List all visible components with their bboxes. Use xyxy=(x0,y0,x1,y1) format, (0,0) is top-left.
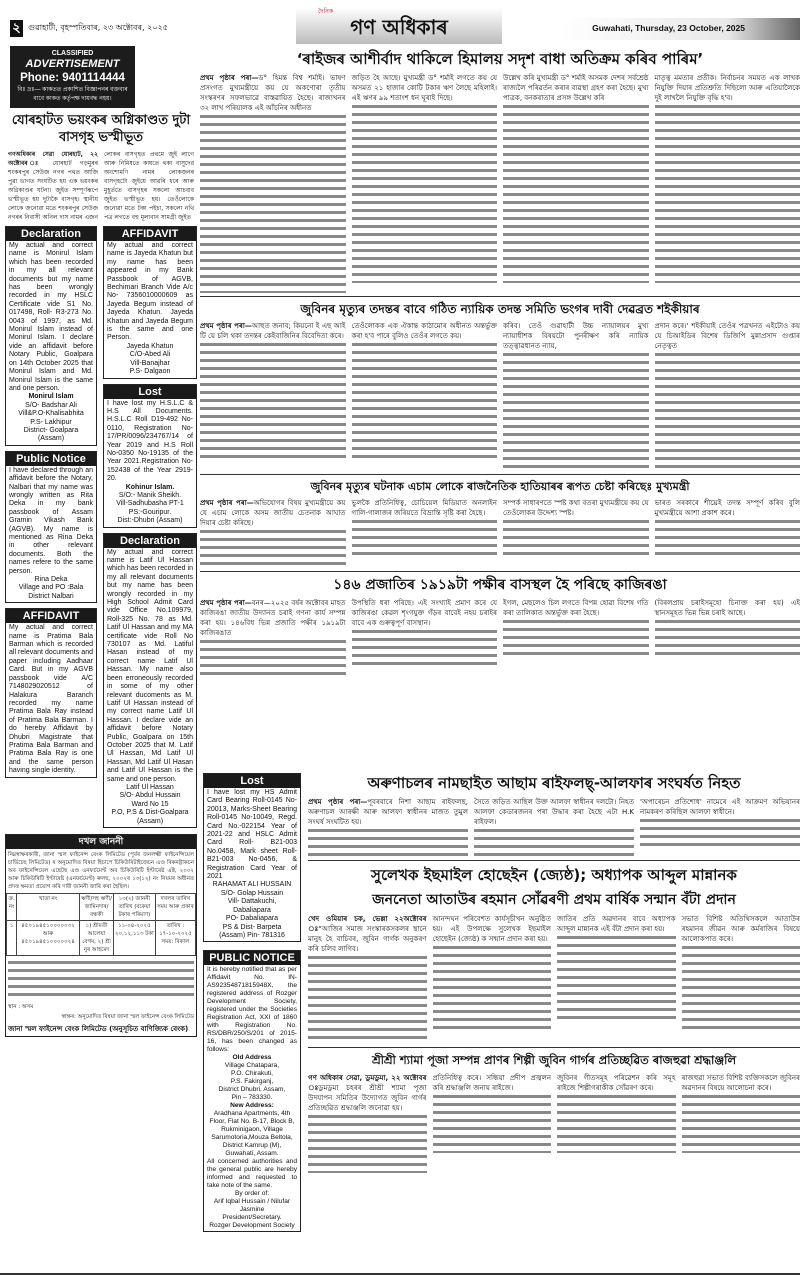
story7-headline: শ্ৰীশ্ৰী শ্যামা পূজা সম্পন্ন প্ৰাণৰ শিল্পী জুবিন গাৰ্গৰ প্ৰতিচ্ছৱিত ৰাজহুৱা শ্ৰদ্ধাঞ্জলি xyxy=(371,1053,737,1067)
story5-headline: অৰুণাচলৰ নামছাইত আছাম ৰাইফলছ্‌-আলফাৰ সংঘৰ্ষত নিহত xyxy=(367,774,741,792)
classified-label: CLASSIFIED xyxy=(51,50,94,57)
page-number: ২ xyxy=(10,20,23,37)
possession-table: ক্ৰ. নং খাতা নং ঋণী/সহ ঋণী/জামিনদাৰ/ বন্ধকী ১৩(২) জাননী তাৰিখ (বকেয়া টকাৰ পৰিমাণ) দখলৰ তাৰিখ সময় আৰু প্ৰকাৰ ১ ৪৫০১৯৪৫১০০০০০৩২ আৰু ৪৫০১৯৪৫১০০০০০২৪ ১) শ্ৰীমতী আলেয়া বেগম, ২) শ্ৰী নুৰ আহমেদ ১১-০৪-২০২৫ ২০,১২,১১৩ টকা তাৰিখ : ১৭-১০-২০২৫ সময়: বিকাল xyxy=(6,893,196,956)
possession-notice xyxy=(5,834,197,1037)
story2-body: প্ৰথম পৃষ্ঠাৰ পৰা—আহুত জনাব; কিয়নো ই এছ আই টি য়ে চলি থকা তদন্তৰ কেইবাজিনিৰ বিবেদিতা কৰে। তেওঁলোকক এক ঐকান্ত কাঠামোৰ অধীনত অন্তৰ্ভুক্ত কৰা হ'ব পাৰে বুলিও তেওঁৰ লগতে কয়। কৰিব। তেওঁ গুৱাহাটী উচ্চ ন্যায়ালয়ৰ মুখ্য ন্যায়াধীশক বিষয়টো পুনৰীক্ষণ কৰি ন্যায়িক তত্ত্বাৱধানত ন্যায়, প্ৰদান কৰে।' শইকীয়াই তেওঁৰ পত্ৰখনত এইটোও কয় যে চিআইডিৰ বিশেষ ডিজিপি মুন্নাপ্ৰসাদ গুপ্তাৰ নেতৃত্বত xyxy=(200,321,800,471)
jorhat-body: গণঅধিকাৰ সেৱা যোৰহাট, ২২ অক্টোবৰ ঃ যোৰহাট গড়মুৰৰ শংকৰপুৰ সেউজ নগৰ পথত আজি পুৱা ভাগত সংঘটিত হয় এক ভয়ংকৰ অগ্নিকাণ্ডৰ ঘটনা। জুইত সম্পূৰ্ণৰূপে ভস্মীভূত হয় দুটাকৈ বাসগৃহ। স্থানীয় লোকে জনোৱা মতে শংকৰপুৰ সেউজ নগৰৰ নিবাসী অনিল দাস নামৰ এজন লোকৰ বাসগৃহত প্ৰথমে জুই লাগে আৰু নিমিষতে কাষতে থকা বাসুদেৱ অংশোমণি নামৰ লোকজনৰ বাসগৃহটো জুইয়ে আৱৰি ধৰে আৰু মুহূৰ্ততে বাসগৃহৰ সকলো আচবাব জুইত ভস্মীভূত হয়। তেওঁলোকে জনোৱা মতে টকা পইচা, সকলো নথি পত্ৰ লগতে বহু মূল্যবান সামগ্ৰী জুইত xyxy=(8,151,194,221)
story7-body: গণ অধিকাৰ সেৱা, ডুমডুমা, ২২ অক্টোবৰ ঃডুমডুমা চহৰৰ শ্ৰীশ্ৰী শ্যামা পূজা উদযাপন সমিতিৰ উদ্যোগত জুবিন গাৰ্গৰ প্ৰতিচ্ছৱিত শ্ৰদ্ধাঞ্জলি জনোৱা হয়। প্ৰতিনিধিত্ব কৰে। সন্ধিয়া প্ৰদীপ প্ৰজ্বলন কৰি শ্ৰদ্ধাঞ্জলি জনায় ৰাইজে। জুবিনৰ গীতসমূহ পৰিৱেশন কৰি সমূহ ৰাইজে শিল্পীগৰাকীক সোঁৱৰণ কৰে। ৰাজহুৱা সভাত বিশিষ্ট ব্যক্তিসকলে জুবিনৰ অৱদানৰ বিষয়ে আলোচনা কৰে। xyxy=(308,1073,800,1173)
possession-sign: স্বাক্ষৰ: অনুমোদিত বিষয়া জানা স্মল ফাইনেন্স বেংক লিমিটেড xyxy=(61,1014,194,1020)
date-english: Guwahati, Thursday, 23 October, 2025 xyxy=(592,23,745,33)
story6-headline-2: জননেতা আতাউৰ ৰহমান সোঁৱৰণী প্ৰথম বাৰ্ষিক সন্মান বঁটা প্ৰদান xyxy=(372,892,736,908)
possession-title: দখল জাননী xyxy=(6,835,196,849)
jorhat-headline: যোৰহাটত ভয়ংকৰ অগ্নিকাণ্ডত দুটা বাসগৃহ ভস্মীভূত xyxy=(11,113,191,145)
classified-phone: Phone: 9401114444 xyxy=(20,72,125,84)
story4-headline: ১৪৬ প্ৰজাতিৰ ১৯১৯টা পক্ষীৰ বাসস্থল হৈ পৰিছে কাজিৰঙা xyxy=(333,577,667,593)
logo-small: দৈনিক xyxy=(318,8,334,15)
story6-headline-1: সুলেখক ইছমাইল হোছেইন (জ্যেষ্ঠ); অধ্যাপক আব্দুল মান্নানক xyxy=(371,866,737,884)
story2-headline: জুবিনৰ মৃত্যুৰ তদন্তৰ বাবে গঠিত ন্যায়িক তদন্ত সমিতি ভংগৰ দাবী দেৱব্ৰত শইকীয়াৰ xyxy=(300,302,700,316)
left-column xyxy=(5,46,197,1037)
story4-body: প্ৰথম পৃষ্ঠাৰ পৰা—বনৰ—২০২৫ বৰ্ষৰ অক্টোবৰ মাহত কাজিৰঙা জাতীয় উদ্যানত চৰাই গণনা কাৰ্য সম্পন্ন কৰা হয়। ১৪৬বিধ ভিন্ন প্ৰজাতি পক্ষীৰ ১৯১৯টা কাজিৰঙাত উপস্থিতি ধৰা পৰিছে। এই সংখ্যাই প্ৰমাণ কৰে যে কাজিৰঙা কেৱল শৃংগযুক্ত গঁড়ৰ বাবেই নহয় চৰাইৰ বাবে এক গুৰুত্বপূৰ্ণ বাসস্থান। ইগল, মেছলেও চিল লগতে বিপন্ন হোৱা বিশেষ গতি কৰা তালিকাত অন্তৰ্ভুক্ত কৰা হৈছে। (বিৰলপ্ৰায় চৰাইসমূহো চিনাক্ত কৰা হয়) এই স্থানসমূহত ভিন্ন ভিন্ন চৰাই আছে। xyxy=(200,598,800,678)
possession-footer: জানা স্মল ফাইনেন্স বেংক লিমিটেড (অনুসূচিত বাণিজ্যিক বেংক) xyxy=(8,1025,189,1033)
disclaimer: বিঃ দ্ৰঃ— কাকতত প্ৰকাশিত বিজ্ঞাপনৰ বক্তব্যৰ বাবে কাকত কৰ্তৃপক্ষ দায়বদ্ধ নহয়। xyxy=(17,87,128,102)
story3-body: প্ৰথম পৃষ্ঠাৰ পৰা—অভিযোগৰ বিষয় মুখ্যমন্ত্ৰীয়ে কয় যে এচাম লোকে অসম জাতীয় চেতনাক আঘাত দিয়াৰ চেষ্টা কৰিছে। ভুলকৈ প্ৰতিনিধিত্ব, চোচিয়েল মিডিয়াত অনলাইন গালি-গালাজৰ জৰিয়তে বিভ্ৰান্তি সৃষ্টি কৰা হৈছে। সম্পৰ্ক সাধাৰণতে স্পষ্ট কথা বতৰা মুখ্যমন্ত্ৰীয়ে কয় যে তেওঁলোকৰ উদ্দেশ্য স্পষ্ট। ভাৰত সৰকাৰে শীঘ্ৰেই তদন্ত সম্পূৰ্ণ কৰিব বুলি মুখ্যমন্ত্ৰীয়ে আশা প্ৰকাশ কৰে। xyxy=(200,498,800,568)
advertisement-label: ADVERTISEMENT xyxy=(25,58,120,70)
story5-body: প্ৰথম পৃষ্ঠাৰ পৰা—পূবৰবাৰে নিশা আছাম ৰাইফলছ, অৰুণাচল আৰক্ষী আৰু আলফা স্বাধীনৰ মাজত তুমুল সংঘৰ্ষ সংঘটিত হয়। সৈতে জড়িত আছিল উক্ত আলফা স্বাধীনৰ দলটো। নিহত আলফা কেডাৰজনৰ পৰা উদ্ধাৰ কৰা হৈছে এটা H.K ৰাইফল। 'অপাৰেচন প্ৰতিশোধ' নামেৰে এই আক্ৰমণ অভিযানৰ নামকৰণ কৰিছিল আলফা স্বাধীনে। xyxy=(308,797,800,857)
affidavit-ad-jayeda: AFFIDAVIT My actual and correct name is Jayeda Khatun but my name has been appeared in my Bank Passbook of AGVB, Bechimari Branch Vide A/c No- 7356010000609 as Jayeda Begum instead of Jayeda Khatun. Jayeda Khatun and Jayeda Begum is the same and one Person. Jayeda Khatun C/O-Abed Ali Vill-Banajhar P.S- Dalgaon xyxy=(103,226,197,379)
ads-column-b xyxy=(103,226,197,828)
date-english-band xyxy=(560,18,800,40)
affidavit-ad-pratima: AFFIDAVIT My actual and correct name is Pratima Bala Barman which is recorded all relevant documents and paper including Aadhaar Card. But in my AGVB passbook vide A/C 7148029020512 of Halakura Baranch recorded my name Pratima Bala Ray instead of Pratima Bala Barman. I do hereby Affidavit by Dhubri Magistrate that Pratima Bala Barman and Pratima Bala Ray is one and the same person having single identity. xyxy=(5,608,97,777)
declaration-ad-monirul: Declaration My actual and correct name is Monirul Islam which has been recorded in my all relevant documents but my name has been wrongly recorded in my HSLC Certificate vide S1 No. 017498, Roll- R3-273 No. 0043 of 1997, as Md. Monirul Islam instead of Monirul Islam. I declare vide an affidavit before Notary Public, Goalpara on 14th October 2025 that Monirul Islam and Md. Monirul Islam is the same and one person. Monirul Islam S/O- Badshar Ali Vill&P.O-Khalisabhita P.S- Lakhipur District- Goalpara (Assam) xyxy=(5,226,97,446)
possession-place: স্থান : অসম xyxy=(8,1004,34,1010)
main-upper xyxy=(200,48,800,678)
masthead-logo xyxy=(296,8,502,44)
public-notice-rozger: PUBLIC NOTICE It is hereby notified that as per Affidavit No. IN-AS92354871815948X, the registered address of Rozger Development Society, registered under the Societies Registration Act, XXI of 1860 with Registration No. RS/DBR/250/S/201 of 2015-16, has been changed as follows: Old Address Village Chatapara, P.O. Chirakuti, P.S. Fakirganj, District Dhubri, Assam, Pin – 783330. New Address: Aradhana Apartments, 4th Floor, Flat No. B-17, Block B, Rukminigaon, Village Sarumotoria,Mouza Beltola, District Kamrup (M), Guwahati, Assam. All concerned authorities and the general public are hereby informed and requested to take note of the same. By order of: Arif Iqbal Hussain / Nilufar Jasmine President/Secretary. Rozger Development Society xyxy=(203,950,301,1232)
logo-text: গণ অধিকাৰ xyxy=(350,15,448,39)
ads-column-a xyxy=(5,226,97,778)
story6-body: খেদ ওমিয়াৰ চক, ভেল্লা ২২অক্টোবৰ ঃ“আজিৰ সমাজ সংস্কাৰকসকলৰ স্থানে মানুহ হৈ বাচিবৰ, জুবিন গাৰ্গক অনুকৰণ কৰি চলিব লাগিব। আনন্দঘন পৰিবেশত কাৰ্যসূচীখন অনুষ্ঠিত হয়। এই উপলক্ষে সুলেখক ইছমাইল হোছেইন (জ্যেষ্ঠ) ক সন্মান প্ৰদান কৰা হয়। জাতিৰ প্ৰতি অৱদানৰ বাবে অধ্যাপক আব্দুল মান্নানক এই বঁটা প্ৰদান কৰা হয়। সভাত বিশিষ্ট অতিথিসকলে আতাউৰ ৰহমানৰ জীৱন আৰু কৰ্মৰাজিৰ বিষয়ে আলোকপাত কৰে। xyxy=(308,914,800,1044)
main-lower xyxy=(308,772,800,1173)
lost-ad-rahamat: Lost I have lost my HS Admit Card Bearing Roll-0145 No-20013, Marks-Sheet Bearing Roll-0145 No-10049, Regd. Card No.-022154 Year of 2021-22 and HSLC Admit Card Roll- B21-003 No.0458, Mark sheet Roll-B21-003 No-0456, & Registration Card Year of 2021 RAHAMAT ALI HUSSAIN S/O- Golap Hussain Vill- Dattakuchi, Dabaliapara PO- Dabaliapara PS & Dist- Barpeta (Assam) Pin- 781316 xyxy=(203,773,301,942)
ads-column-c xyxy=(203,773,301,1232)
story1-body: প্ৰথম পৃষ্ঠাৰ পৰা—ড° হিমন্ত বিশ্ব শৰ্মাই। ভাষণ প্ৰসংগত মুখ্যমন্ত্ৰীয়ে কয় যে অকণোৰা তৃতীয় সংস্কৰণৰ সফলভাৱে বাস্তৱায়িত হৈছে। ৰাজ্যখনৰ ৩২ লাখ পৰিয়ালক এই আঁচনিৰ অধীনত জড়িত হৈ আছে। মুখ্যমন্ত্ৰী ড° শৰ্মাই লগতে কয় যে অসমত ২১ হাজাৰ কোটি টকাৰ ঋণ লৈছে মহিলাই। এই ঋণৰ ৯৯ শতাংশ ধন ঘূৰাই দিছে। উল্লেখ কৰি মুখ্যমন্ত্ৰী ড° শৰ্মাই অসমক দেশৰ সৰ্বশ্ৰেষ্ঠ ৰাজ্যলৈ পৰিৱৰ্তন কৰাৰ ব্যৱস্থা গ্ৰহণ কৰা হৈছে। মুখ্য পাত্ৰক, বনকৰাতাৰ প্ৰসঙ্গ উল্লেখ কৰি মাতৃত্ব মমতাৰ প্ৰতীক। নিৰ্বাচনৰ সময়ত এক লাখক নিযুক্তি দিয়াৰ প্ৰতিশ্ৰুতি দিছিলো আৰু এতিয়ালৈকে দুই লাখলৈ নিযুক্তি বৃদ্ধি হ'ব। xyxy=(200,73,800,293)
public-notice-rina: Public Notice I have declared through an affidavit before the Notary, Nalbari that my name was wrongly written as Rita Deka in my bank passbook of Assam Gramin Vikash Bank (AGVB). My name is mentioned as Rina Deka in other relevant documents. Both the names refere to the same person. Rina Deka Village and PO :Bala District Nalbari xyxy=(5,451,97,604)
date-assamese: গুৱাহাটী, বৃহস্পতিবাৰ, ২৩ অক্টোবৰ, ২০২৫ xyxy=(28,23,168,32)
possession-intro: নিম্নস্বাক্ষৰকাৰী, জানা স্মল ফাইনেন্স বেংক লিমিটেড (পূৰ্বৰ জনলক্ষ্মী ফাইনেন্সিয়েল চাৰ্ভিচেছ লিমিটেড) ৰ অনুমোদিত বিষয়া হিচাপে চিকিউৰিটাইজেচন এণ্ড ৰিকনষ্ট্ৰাকচন অব ফাইনেন্সিয়েল এছেটছ এণ্ড এনফৰ্চমেণ্ট অব চিকিউৰিটি ইণ্টাৰেষ্ট এক্ট, ২০০২ আৰু চিকিউৰিটি ইণ্টাৰেষ্ট (এনফৰ্চমেণ্ট) ৰুলছ, ২০০২ৰ ১৩(১২) নং নিয়মৰ অধীনত প্ৰদত্ত ক্ষমতা প্ৰয়োগ কৰি দাবী জাননী জাৰি কৰা হৈছিল। xyxy=(8,852,194,890)
classified-box xyxy=(10,46,135,108)
declaration-ad-latif: Declaration My actual and correct name is Latif Ul Hassan which has been recorded in my all relevant documents but my name has been wrongly recorded in my High School Admit Card vide Office No.109979, Roll-325 No. 78 as Md. Latif Ul Hassan and my MA certificate vide Roll No 730107 as Md. Latiful Hasan instead of my correct name Latif Ul Hassan. My name also been erroneously recorded in some of my other relevant ducoments as M. Latif Ul Hassan instead of my correct name Latif Ul Hassan. I declare vide an affidavit before Notary Public, Goalpara on 15th October 2025 that M. Latif Ul Hassan, Md Latif Ul Hassan, Md Latif Ul Hasan and Latif Ul Hassan is the same and one person. Latif Ul Hassan S/O- Abdul Hussain Ward No 15 P.O, P.S & Dist-Goalpara (Assam) xyxy=(103,533,197,828)
story3-headline: জুবিনৰ মৃত্যুৰ ঘটনাক এচাম লোকে ৰাজনৈতিক হাতিয়াৰৰ ৰূপত চেষ্টা কৰিছেঃ মুখ্যমন্ত্ৰী xyxy=(310,480,690,493)
story1-headline: ‘ৰাইজৰ আশীৰ্বাদ থাকিলে হিমালয় সদৃশ বাধা অতিক্ৰম কৰিব পাৰিম’ xyxy=(296,50,704,68)
ads-row xyxy=(5,226,197,828)
lost-ad-kohinur: Lost I have lost my H.S.L.C & H.S All Documents. H.S.L.C Roll D19-492 No-0110, Registration No-17/PR/0096/234767/14 of Year 2019 and H.S Roll No-0350 No-19135 of the Year 2021.Registration No-152438 of the Year 2919-20. Kohinur Islam. S/O:- Manik Sheikh. Vill-Sadhubasha PT-1 PS:-Gouripur. Dist:-Dhubri (Assam) xyxy=(103,384,197,528)
